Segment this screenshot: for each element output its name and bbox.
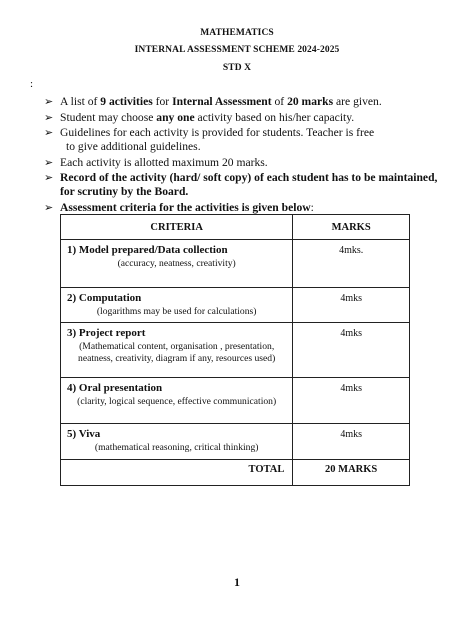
list-item [44, 171, 454, 199]
bold-run: Internal Assessment [172, 95, 272, 108]
total-label-cell [61, 460, 293, 486]
table-row [61, 323, 410, 378]
total-label: TOTAL [248, 464, 285, 475]
list-item [44, 111, 454, 125]
list-item [44, 156, 454, 170]
table-total-row [61, 460, 410, 486]
subject-heading: MATHEMATICS [200, 28, 274, 38]
criteria-table [60, 214, 410, 486]
stray-colon: : [30, 78, 34, 90]
text-run: for [152, 95, 173, 108]
arrow-bullet-icon: ➢ [44, 126, 54, 139]
marks-cell [293, 240, 410, 288]
bold-run: Assessment criteria for the activities is given below [60, 200, 311, 214]
text-run: of [271, 95, 288, 108]
criteria-title: 5) Viva [67, 428, 101, 440]
marks-cell [293, 323, 410, 378]
bold-run: 20 marks [287, 95, 334, 108]
instruction-list [44, 95, 454, 216]
total-value: 20 MARKS [325, 464, 378, 475]
arrow-bullet-icon: ➢ [44, 200, 54, 214]
marks-value: 4mks [340, 383, 362, 394]
criteria-cell [61, 424, 293, 460]
criteria-title: 4) Oral presentation [67, 382, 163, 394]
column-header-criteria: CRITERIA [61, 215, 293, 240]
table-header-row [61, 215, 410, 240]
list-item [44, 95, 454, 109]
arrow-bullet-icon: ➢ [44, 110, 54, 124]
bold-run: 9 activities [100, 95, 153, 108]
table-row [61, 424, 410, 460]
arrow-bullet-icon: ➢ [44, 155, 54, 169]
criteria-description: (Mathematical content, organisation , presentation, neatness, creativity, diagram if any, resources used) [78, 341, 276, 364]
criteria-title: 2) Computation [67, 292, 142, 304]
text-run: activity based on his/her capacity. [194, 110, 355, 124]
marks-value: 4mks [340, 293, 362, 304]
criteria-title: 3) Project report [67, 327, 146, 339]
marks-value: 4mks [340, 328, 362, 339]
criteria-description: (accuracy, neatness, creativity) [117, 258, 236, 269]
scheme-heading: INTERNAL ASSESSMENT SCHEME 2024-2025 [134, 45, 340, 55]
std-heading: STD X [222, 63, 252, 73]
criteria-cell [61, 240, 293, 288]
text-run: Student may choose [60, 110, 157, 124]
table-row [61, 288, 410, 323]
criteria-cell [61, 378, 293, 424]
marks-cell [293, 288, 410, 323]
text-run: Record of the activity (hard/ soft copy) of each student has to be maintained, for scrutiny by the Board. [60, 171, 438, 198]
marks-value: 4mks [340, 429, 362, 440]
text-run: A list of [60, 95, 101, 108]
marks-cell [293, 378, 410, 424]
text-run: Guidelines for each activity is provided for students. Teacher is free [60, 126, 375, 139]
text-run: Each activity is allotted maximum 20 marks. [60, 155, 268, 169]
marks-value: 4mks. [339, 245, 364, 256]
list-item [44, 126, 454, 154]
table-row [61, 240, 410, 288]
page-number: 1 [234, 575, 240, 589]
criteria-title: 1) Model prepared/Data collection [67, 244, 228, 256]
text-run: are given. [333, 95, 382, 108]
criteria-description: (mathematical reasoning, critical thinking) [94, 442, 259, 453]
arrow-bullet-icon: ➢ [44, 171, 54, 184]
table-row [61, 378, 410, 424]
criteria-description: (logarithms may be used for calculations) [96, 306, 257, 317]
text-run: : [310, 200, 314, 214]
criteria-cell [61, 288, 293, 323]
bold-run: any one [156, 110, 195, 124]
criteria-cell [61, 323, 293, 378]
list-item [44, 201, 454, 215]
criteria-description: (clarity, logical sequence, effective communication) [77, 396, 277, 407]
arrow-bullet-icon: ➢ [44, 95, 54, 108]
column-header-marks: MARKS [293, 215, 410, 240]
text-run: to give additional guidelines. [66, 140, 201, 153]
total-value-cell [293, 460, 410, 486]
marks-cell [293, 424, 410, 460]
